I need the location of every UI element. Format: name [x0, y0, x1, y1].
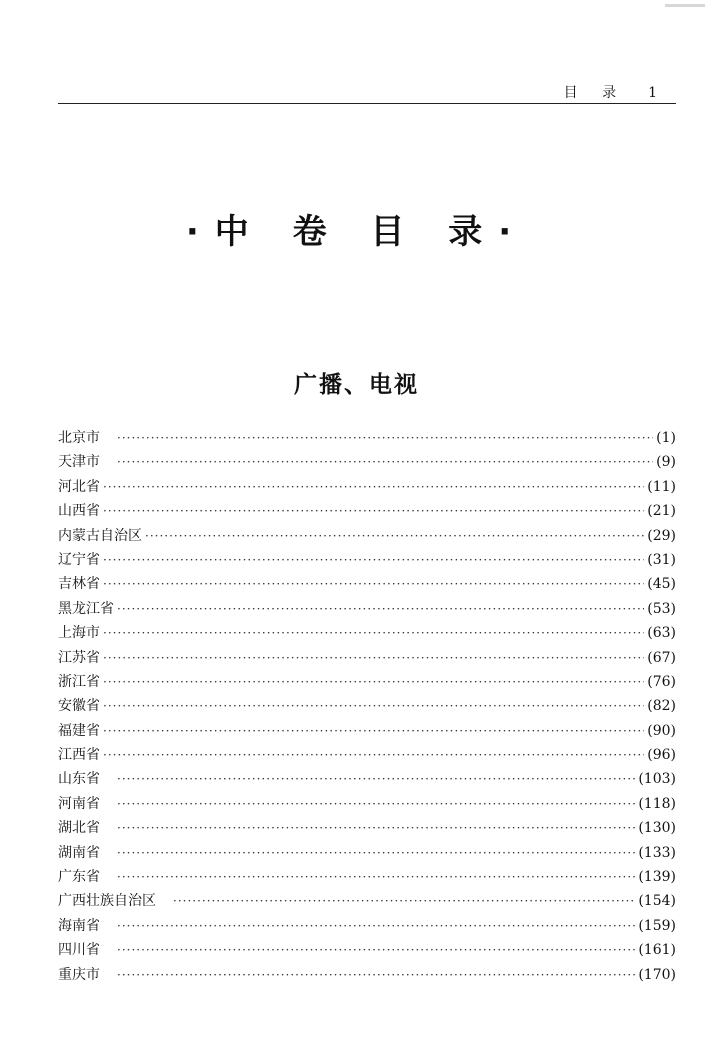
toc-dot-leader — [117, 940, 635, 960]
volume-title: ·中 卷 目 录· — [185, 212, 528, 252]
toc-entry[interactable] — [58, 623, 676, 647]
toc-entry-page: (45) — [647, 576, 676, 593]
toc-entry[interactable] — [58, 769, 676, 793]
toc-entry-name: 海南省 — [58, 917, 100, 934]
toc-dot-leader — [103, 721, 644, 741]
toc-dot-leader — [117, 769, 635, 789]
toc-entry[interactable] — [58, 867, 676, 891]
page-number: 1 — [648, 85, 657, 101]
toc-entry[interactable] — [58, 818, 676, 842]
toc-entry-page: (139) — [638, 869, 676, 886]
toc-dot-leader — [103, 550, 644, 570]
toc-entry-name: 江苏省 — [58, 649, 100, 666]
toc-entry[interactable] — [58, 501, 676, 525]
toc-entry[interactable] — [58, 477, 676, 501]
toc-dot-leader — [117, 843, 635, 863]
toc-entry-name: 广东省 — [58, 869, 100, 886]
toc-entry-name: 内蒙古自治区 — [58, 527, 142, 544]
toc-entry-name: 吉林省 — [58, 576, 100, 593]
scan-mark — [665, 4, 705, 7]
toc-entry-page: (90) — [647, 722, 676, 739]
toc-entry[interactable] — [58, 574, 676, 598]
toc-entry[interactable] — [58, 696, 676, 720]
toc-entry[interactable] — [58, 940, 676, 964]
toc-entry-page: (159) — [638, 917, 676, 934]
toc-dot-leader — [117, 818, 635, 838]
toc-entry-page: (118) — [638, 795, 676, 812]
toc-entry-page: (154) — [638, 893, 676, 910]
toc-entry[interactable] — [58, 599, 676, 623]
toc-dot-leader — [117, 599, 644, 619]
toc-dot-leader — [117, 867, 635, 887]
toc-entry-page: (67) — [647, 649, 676, 666]
toc-entry-page: (133) — [638, 844, 676, 861]
toc-dot-leader — [117, 916, 635, 936]
toc-entry-name: 山西省 — [58, 503, 100, 520]
toc-entry-name: 北京市 — [58, 430, 100, 446]
toc-entry-name: 福建省 — [58, 722, 100, 739]
toc-dot-leader — [103, 477, 644, 497]
toc-entry-name: 四川省 — [58, 942, 100, 959]
toc-entry[interactable] — [58, 745, 676, 769]
toc-entry-page: (53) — [647, 600, 676, 617]
toc-entry[interactable] — [58, 843, 676, 867]
toc-dot-leader — [117, 428, 653, 448]
toc-entry[interactable] — [58, 526, 676, 550]
toc-dot-leader — [117, 452, 653, 472]
toc-entry-name: 广西壮族自治区 — [58, 893, 156, 910]
toc-entry-page: (96) — [647, 747, 676, 764]
toc-entry-name: 江西省 — [58, 747, 100, 764]
toc-entry-name: 安徽省 — [58, 698, 100, 715]
toc-entry-name: 山东省 — [58, 771, 100, 788]
toc-dot-leader — [103, 745, 644, 765]
toc-dot-leader — [103, 696, 644, 716]
running-header — [564, 82, 657, 102]
toc-dot-leader — [117, 965, 635, 985]
toc-entry[interactable] — [58, 428, 676, 452]
toc-entry-name: 黑龙江省 — [58, 600, 114, 617]
toc-dot-leader — [103, 672, 644, 692]
toc-list — [58, 428, 676, 989]
toc-dot-leader — [117, 794, 635, 814]
toc-entry-name: 上海市 — [58, 625, 100, 642]
toc-dot-leader — [103, 623, 644, 643]
toc-entry-name: 河北省 — [58, 478, 100, 495]
toc-dot-leader — [173, 891, 635, 911]
toc-entry-page: (1) — [656, 430, 676, 446]
toc-entry[interactable] — [58, 721, 676, 745]
toc-entry-page: (9) — [656, 454, 676, 471]
toc-entry-name: 湖南省 — [58, 844, 100, 861]
toc-entry-page: (161) — [638, 942, 676, 959]
toc-entry[interactable] — [58, 965, 676, 989]
toc-dot-leader — [103, 648, 644, 668]
toc-entry-page: (170) — [638, 966, 676, 983]
toc-entry-name: 河南省 — [58, 795, 100, 812]
toc-entry-name: 天津市 — [58, 454, 100, 471]
section-title: 广播、电视 — [294, 372, 419, 398]
toc-dot-leader — [145, 526, 644, 546]
toc-entry[interactable] — [58, 648, 676, 672]
toc-dot-leader — [103, 574, 644, 594]
toc-entry[interactable] — [58, 672, 676, 696]
toc-entry[interactable] — [58, 794, 676, 818]
toc-entry-name: 湖北省 — [58, 820, 100, 837]
toc-entry[interactable] — [58, 916, 676, 940]
toc-dot-leader — [103, 501, 644, 521]
toc-entry[interactable] — [58, 452, 676, 476]
running-header-title: 目 录 — [563, 85, 627, 101]
toc-entry-page: (29) — [647, 527, 676, 544]
toc-entry-page: (130) — [638, 820, 676, 837]
toc-entry[interactable] — [58, 550, 676, 574]
toc-entry-page: (82) — [647, 698, 676, 715]
toc-entry[interactable] — [58, 891, 676, 915]
header-rule — [58, 103, 676, 104]
toc-entry-page: (31) — [647, 551, 676, 568]
toc-entry-name: 辽宁省 — [58, 551, 100, 568]
toc-entry-page: (76) — [647, 673, 676, 690]
toc-entry-name: 浙江省 — [58, 673, 100, 690]
toc-entry-page: (63) — [647, 625, 676, 642]
toc-entry-name: 重庆市 — [58, 966, 100, 983]
toc-entry-page: (103) — [638, 771, 676, 788]
toc-entry-page: (11) — [647, 478, 676, 495]
toc-entry-page: (21) — [647, 503, 676, 520]
